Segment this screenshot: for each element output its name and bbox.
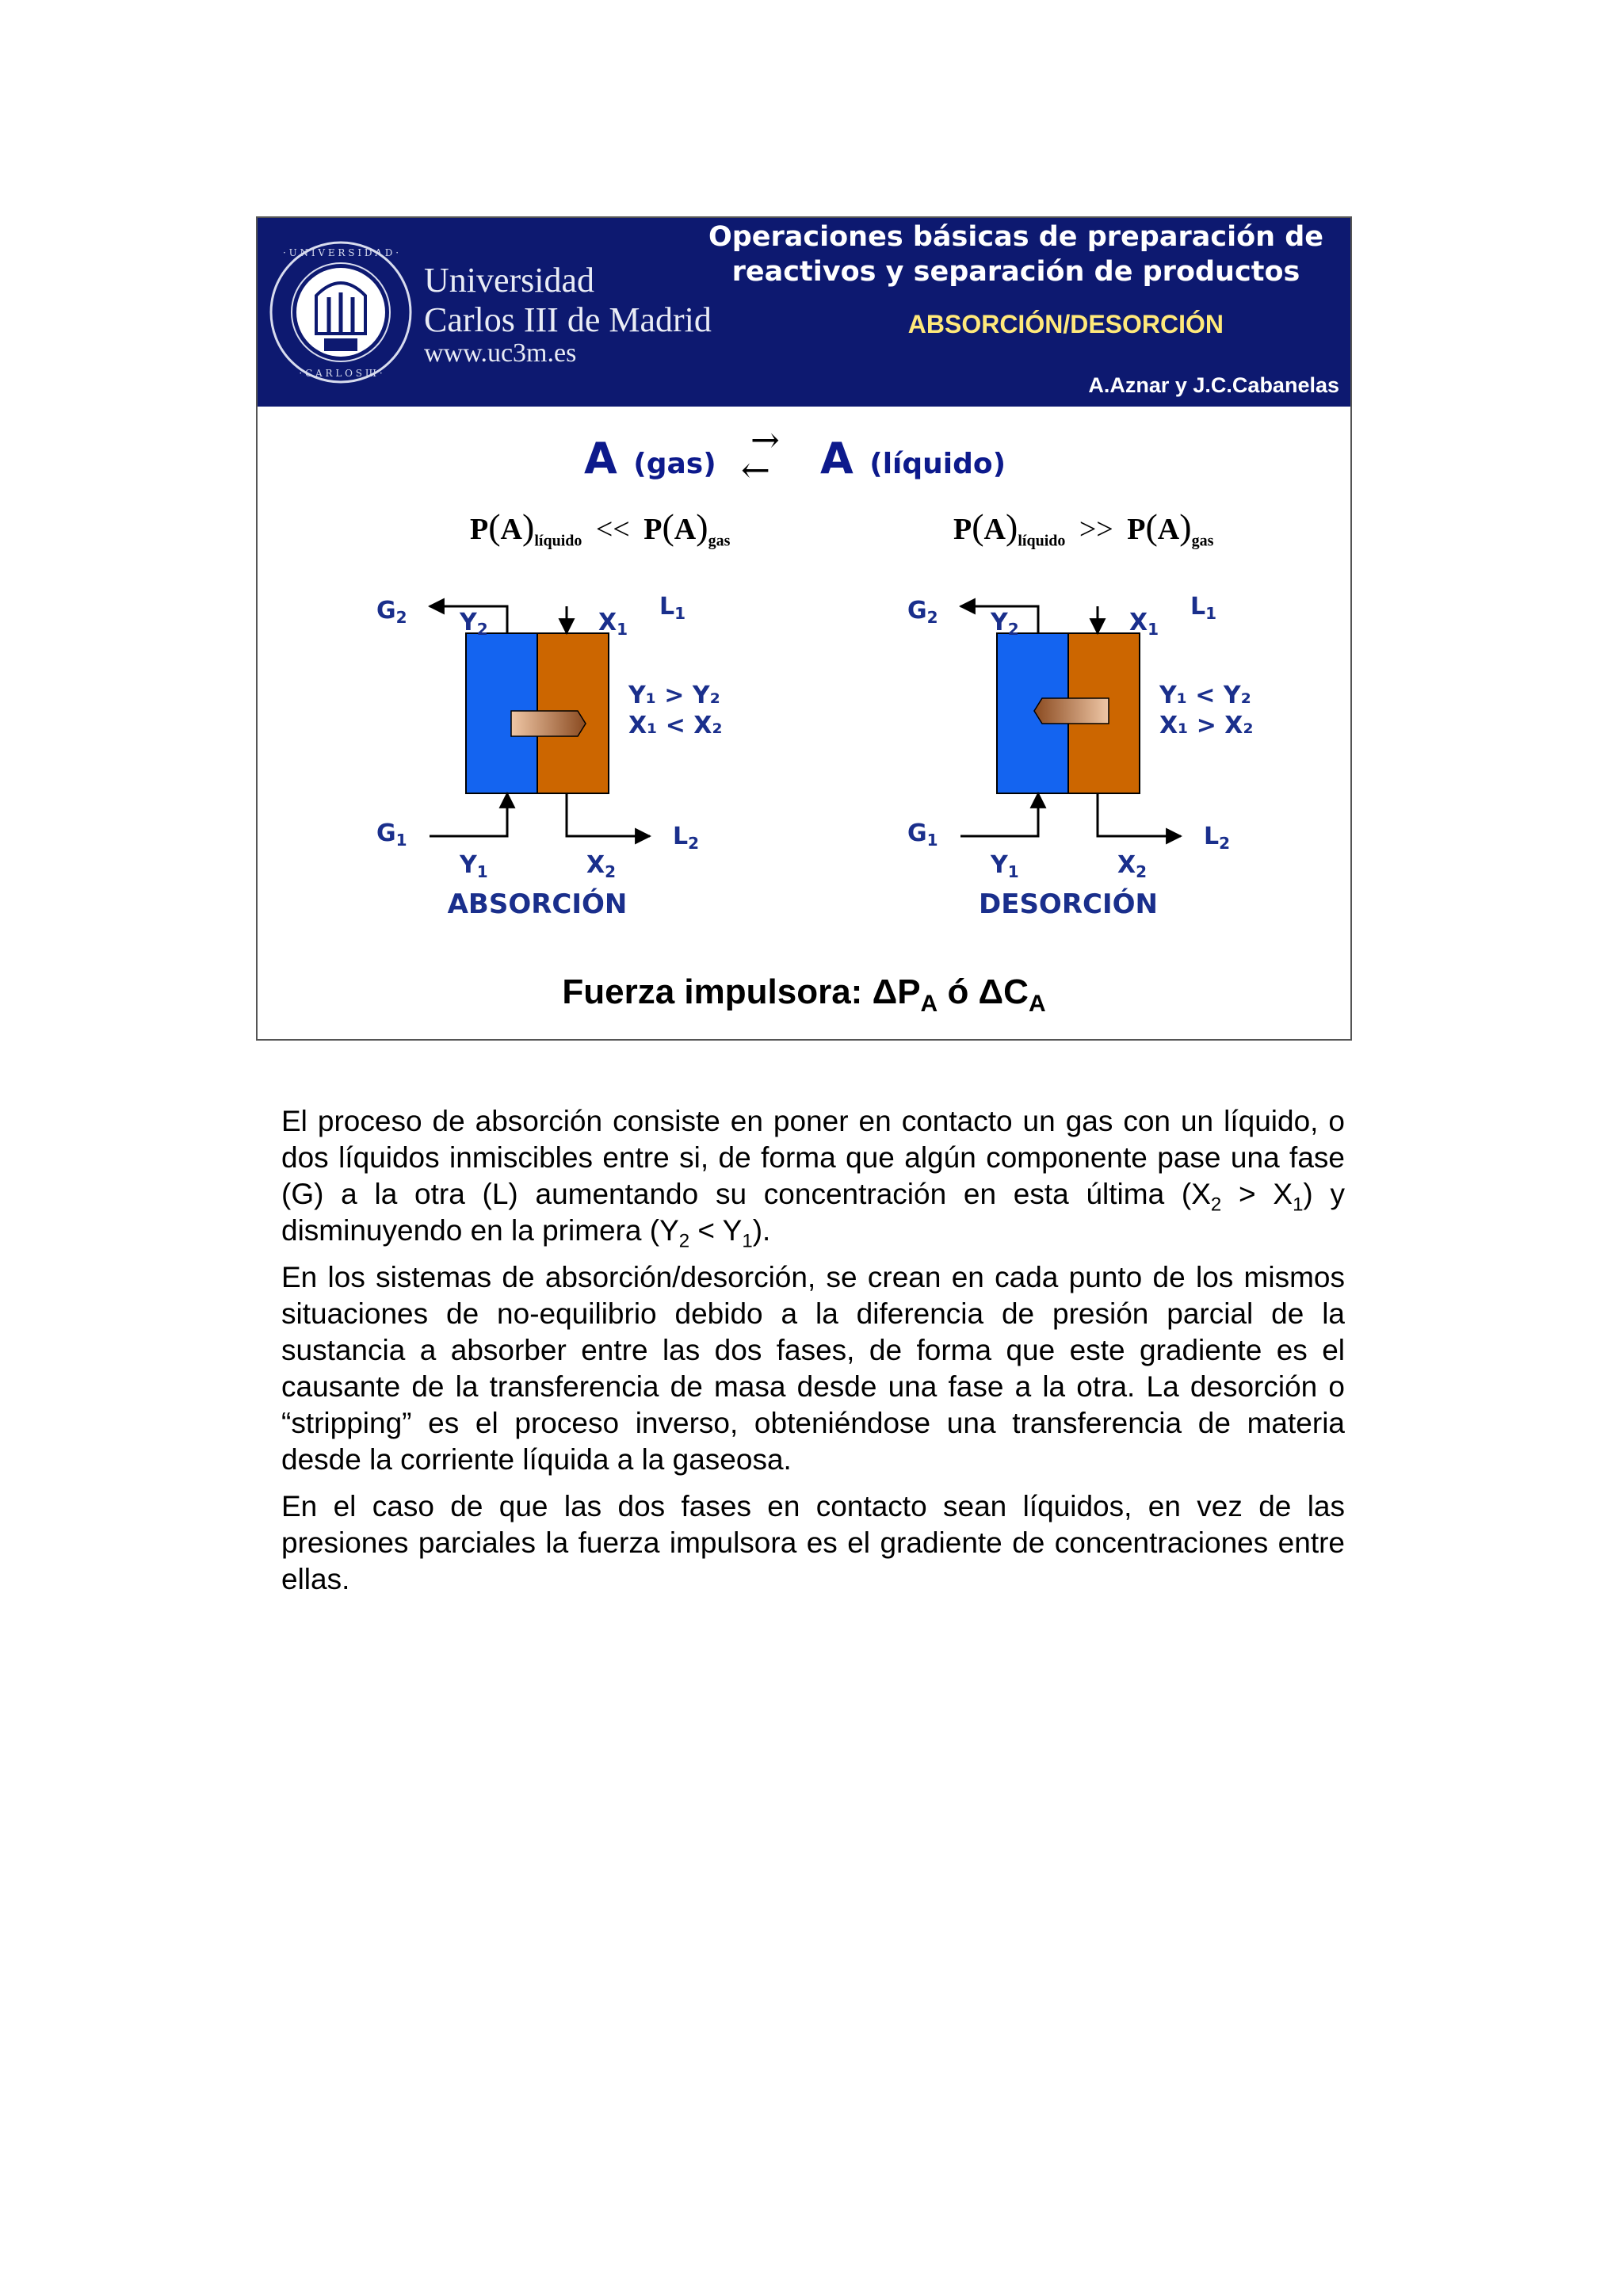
label-x-bot: $X_2$ [1117,851,1148,881]
absorption-condition: $P(A)_{líquido} << P(A)_{gas}$ [470,506,731,550]
authors: A.Aznar y J.C.Cabanelas [1088,373,1339,397]
label-l-bot: $L_2$ [673,823,700,853]
driving-force-mid: ó ΔC [938,972,1029,1011]
transfer-arrow-icon [511,711,586,736]
species-left: A [584,434,617,483]
liquid-outlet-line [567,793,650,836]
driving-force [258,972,1350,1018]
university-name-line1: Universidad [424,261,595,300]
university-name [424,261,712,340]
driving-force-sub: A [1028,990,1046,1017]
cond-arg: A [674,513,697,546]
transfer-arrow-icon [1034,698,1109,724]
relation-y: Y₁ < Y₂ [1159,682,1251,709]
university-seal-logo [269,240,413,384]
cond-p: P [643,513,663,546]
relation-y: Y₁ > Y₂ [628,682,720,709]
gas-inlet-line [430,793,507,836]
label-l-top: $L_1$ [659,593,686,623]
cond-arg: A [500,513,522,546]
absorption-desorption-diagram [258,567,1354,939]
label-y-top: $Y_2$ [460,609,488,639]
header-banner [258,218,1350,407]
cond-arg: A [1157,513,1180,546]
university-website[interactable]: www.uc3m.es [424,338,577,368]
relation-x: X₁ > X₂ [1159,712,1254,739]
paragraph-1: El proceso de absorción consiste en poner en contacto un gas con un líquido, o dos líquidos inmiscibles entre si, de forma que algún componente pase una fase (G) a la otra (L) aumentando su concentración en esta última $(X_2 > X_1)$ y disminuyendo en la primera $(Y_2 < Y_1)$. [281,1105,1345,1252]
label-y-bot: $Y_1$ [991,851,1019,881]
absorption-caption: ABSORCIÓN [447,888,628,920]
label-y-top: $Y_2$ [991,609,1019,639]
svg-text:· U N I V E R S I D A D ·: · U N I V E R S I D A D · [282,247,399,258]
gas-inlet-line [960,793,1038,836]
label-g-bot: $G_1$ [907,819,938,850]
desorption-diagram [907,593,1254,920]
phase-right: (líquido) [869,448,1006,480]
desorption-condition: $P(A)_{líquido} >> P(A)_{gas}$ [953,506,1214,550]
course-title-line2: reactivos y separación de productos [731,256,1300,288]
label-g-top: $G_2$ [907,597,938,627]
paragraph-3: En el caso de que las dos fases en contacto sean líquidos, en vez de las presiones parciales la fuerza impulsora es el gradiente de concentraciones entre ellas. [281,1490,1345,1595]
equilibrium-arrows [741,420,780,491]
liquid-outlet-line [1098,793,1181,836]
label-g-bot: $G_1$ [376,819,407,850]
label-x-top: $X_1$ [1129,609,1159,639]
course-title [699,220,1333,289]
arrow-back: ← [741,450,770,491]
course-title-line1: Operaciones básicas de preparación de [708,221,1324,253]
species-right: A [820,434,854,483]
cond-sub: líquido [534,532,582,550]
slide-frame [256,216,1352,1041]
label-x-bot: $X_2$ [586,851,617,881]
paragraph-2: En los sistemas de absorción/desorción, se crean en cada punto de los mismos situaciones de no-equilibrio debido a la diferencia de presión parcial de la sustancia a absorber entre las dos fases, de forma que este gradiente es el causante de la transferencia de masa desde una fase a la otra. La desorción o “stripping” es el proceso inverso, obteniéndose una transferencia de materia desde la corriente líquida a la gaseosa. [281,1261,1345,1476]
driving-force-prefix: Fuerza impulsora: ΔP [562,972,921,1011]
cond-sub: gas [1191,532,1214,550]
svg-text:· C A R L O S III ·: · C A R L O S III · [299,368,383,379]
equation-left [584,434,716,483]
cond-arg: A [983,513,1006,546]
phase-left: (gas) [633,448,716,480]
equation-right [820,434,1006,483]
body-text [281,1103,1345,1608]
cond-operator: >> [1079,513,1113,546]
driving-force-sub: A [920,990,938,1017]
label-y-bot: $Y_1$ [460,851,488,881]
cond-operator: << [595,513,630,546]
desorption-caption: DESORCIÓN [979,888,1158,920]
label-l-bot: $L_2$ [1204,823,1231,853]
arrow-forward: → [750,420,780,460]
topic-subtitle: ABSORCIÓN/DESORCIÓN [907,310,1224,338]
relation-x: X₁ < X₂ [628,712,723,739]
cond-sub: gas [708,532,731,550]
absorption-diagram [376,593,723,920]
label-l-top: $L_1$ [1190,593,1217,623]
label-x-top: $X_1$ [598,609,628,639]
label-g-top: $G_2$ [376,597,407,627]
cond-sub: líquido [1018,532,1066,550]
cond-p: P [470,513,489,546]
cond-p: P [1127,513,1146,546]
university-name-line2: Carlos III de Madrid [424,300,712,339]
cond-p: P [953,513,972,546]
